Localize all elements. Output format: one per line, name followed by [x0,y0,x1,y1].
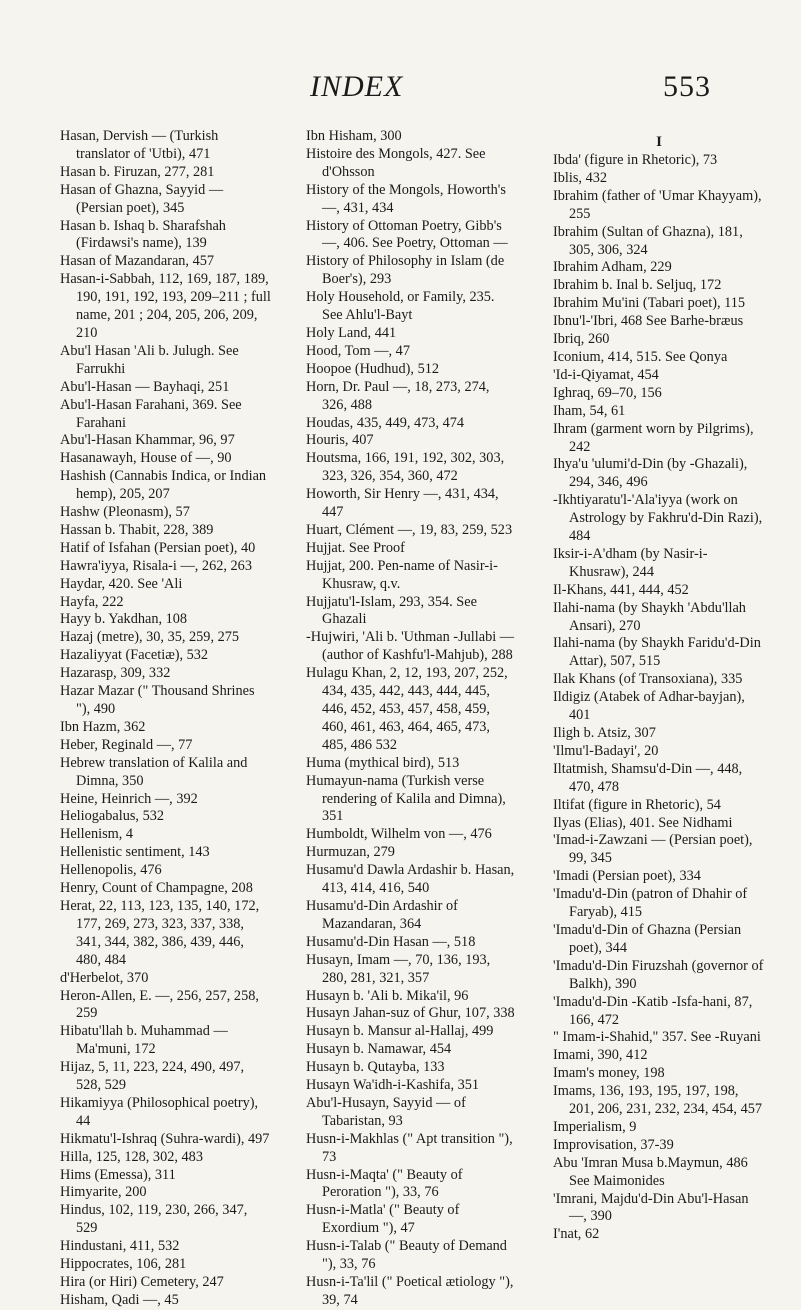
index-entry: Howorth, Sir Henry —, 431, 434, 447 [306,486,499,521]
index-entry: Husayn Jahan-suz of Ghur, 107, 338 [306,1005,515,1022]
index-entry: Husamu'd Dawla Ardashir b. Hasan, 413, 414, 416, 540 [306,862,515,897]
index-entry: History of the Mongols, Howorth's —, 431, 434 [306,181,506,216]
index-entry: Humboldt, Wilhelm von —, 476 [306,826,492,843]
index-entry: Ihya'u 'ulumi'd-Din (by -Ghazali), 294, 346, 496 [553,456,748,491]
index-entry: History of Philosophy in Islam (de Boer's), 293 [306,253,505,288]
index-entry: Hujjatu'l-Islam, 293, 354. See Ghazali [306,593,477,628]
index-entry: Himyarite, 200 [60,1184,147,1201]
index-entry: Horn, Dr. Paul —, 18, 273, 274, 326, 488 [306,378,490,413]
index-entry: History of Ottoman Poetry, Gibb's —, 406. See Poetry, Ottoman — [306,217,508,252]
index-entry: Houris, 407 [306,432,374,449]
index-entry: Hikmatu'l-Ishraq (Suhra-wardi), 497 [60,1130,270,1147]
index-entry: Hurmuzan, 279 [306,844,395,861]
index-entry: Husamu'd-Din Ardashir of Mazandaran, 364 [306,897,458,932]
index-entry: Hasan of Mazandaran, 457 [60,253,215,270]
index-entry: Hebrew translation of Kalila and Dimna, 350 [60,754,248,789]
page-number: 553 [663,70,711,103]
index-entry: Hasanawayh, House of —, 90 [60,450,232,467]
index-entry: Iblis, 432 [553,169,608,186]
index-entry: Huart, Clément —, 19, 83, 259, 523 [306,521,513,538]
index-column-right [553,128,765,1244]
index-entry: Ildigiz (Atabek of Adhar-bayjan), 401 [553,689,745,724]
index-entry: Iconium, 414, 515. See Qonya [553,348,728,365]
index-entry: Hujjat, 200. Pen-name of Nasir-i-Khusraw, q.v. [306,557,498,592]
index-entry: Hayfa, 222 [60,593,124,610]
index-entry: Holy Land, 441 [306,324,397,341]
index-entry: Hujjat. See Proof [306,539,405,556]
index-entry: Hippocrates, 106, 281 [60,1256,187,1273]
index-entry: Humayun-nama (Turkish verse rendering of Kalila and Dimna), 351 [306,772,506,825]
index-entry: Hindus, 102, 119, 230, 266, 347, 529 [60,1202,248,1237]
index-entry: Ilahi-nama (by Shaykh 'Abdu'llah Ansari), 270 [553,599,746,634]
index-entry: Imami, 390, 412 [553,1047,648,1064]
index-entry: Hijaz, 5, 11, 223, 224, 490, 497, 528, 529 [60,1059,245,1094]
index-entry: Heron-Allen, E. —, 256, 257, 258, 259 [60,987,259,1022]
index-column-left [60,128,272,1310]
index-entry: Henry, Count of Champagne, 208 [60,880,253,897]
index-entry: Husayn Wa'idh-i-Kashifa, 351 [306,1077,480,1094]
index-entry: Il-Khans, 441, 444, 452 [553,581,689,598]
index-entry: Hasan b. Ishaq b. Sharafshah (Firdawsi's name), 139 [60,217,226,252]
index-entry: Hulagu Khan, 2, 12, 193, 207, 252, 434, 435, 442, 443, 444, 445, 446, 452, 453, 457, 458, 459, 460, 461, 463, 464, 465, 473, 485, 486 532 [306,665,508,753]
index-entry: Iltifat (figure in Rhetoric), 54 [553,796,721,813]
index-entry: 'Imadu'd-Din of Ghazna (Persian poet), 344 [553,921,742,956]
index-entry: Hazaliyyat (Facetiæ), 532 [60,647,209,664]
index-entry: Husayn b. Mansur al-Hallaj, 499 [306,1023,494,1040]
index-entry: Hasan, Dervish — (Turkish translator of 'Utbi), 471 [60,128,219,162]
index-entry: Ibrahim (father of 'Umar Khayyam), 255 [553,187,762,222]
index-entry: Hatif of Isfahan (Persian poet), 40 [60,539,256,556]
index-entry: I'nat, 62 [553,1226,600,1243]
index-entry: 'Imad-i-Zawzani — (Persian poet), 99, 345 [553,832,753,867]
index-entry: Husn-i-Talab (" Beauty of Demand "), 33, 76 [306,1238,507,1273]
index-entry: 'Ilmu'l-Badayi', 20 [553,742,659,759]
index-entry: Husayn b. Namawar, 454 [306,1041,452,1058]
index-entry: Iligh b. Atsiz, 307 [553,725,656,741]
index-entry: -Hujwiri, 'Ali b. 'Uthman -Jullabi — (author of Kashfu'l-Mahjub), 288 [306,629,515,664]
index-entry: Hassan b. Thabit, 228, 389 [60,521,214,538]
index-entry: Iksir-i-A'dham (by Nasir-i-Khusraw), 244 [553,545,708,580]
index-entry: Iham, 54, 61 [553,402,626,419]
index-entry: Iltatmish, Shamsu'd-Din —, 448, 470, 478 [553,760,743,795]
index-entry: Huma (mythical bird), 513 [306,754,460,771]
index-entry: Abu'l-Hasan — Bayhaqi, 251 [60,378,230,395]
index-entry: Imams, 136, 193, 195, 197, 198, 201, 206, 231, 232, 234, 454, 457 [553,1083,763,1118]
index-entry: Hasan of Ghazna, Sayyid — (Persian poet), 345 [60,181,224,216]
index-entry: 'Imadu'd-Din (patron of Dhahir of Faryab), 415 [553,886,748,921]
index-entry: Histoire des Mongols, 427. See d'Ohsson [306,145,486,180]
index-entry: " Imam-i-Shahid," 357. See -Ruyani [553,1029,761,1046]
index-entry: Ibn Hisham, 300 [306,128,402,144]
index-entry: 'Imadu'd-Din Firuzshah (governor of Balkh), 390 [553,957,764,992]
index-entry: d'Herbelot, 370 [60,969,149,986]
index-entry: Husamu'd-Din Hasan —, 518 [306,933,476,950]
index-entry: Hazaj (metre), 30, 35, 259, 275 [60,629,240,646]
index-columns [60,128,764,1308]
running-head-title: INDEX [310,70,404,103]
index-entry: Herat, 22, 113, 123, 135, 140, 172, 177, 269, 273, 323, 337, 338, 341, 344, 382, 386, 439, 446, 480, 484 [60,897,260,968]
index-entry: Houtsma, 166, 191, 192, 302, 303, 323, 326, 354, 360, 472 [306,450,505,485]
index-entry: 'Id-i-Qiyamat, 454 [553,366,659,383]
index-entry: Hikamiyya (Philosophical poetry), 44 [60,1094,259,1129]
index-entry: Ibrahim Adham, 229 [553,259,672,276]
index-entry: Ibrahim (Sultan of Ghazna), 181, 305, 306, 324 [553,223,743,258]
index-entry: Husayn b. Qutayba, 133 [306,1059,445,1076]
index-entry: Abu'l-Hasan Farahani, 369. See Farahani [60,396,242,431]
index-entry: Hoopoe (Hudhud), 512 [306,360,440,377]
index-entry: Hilla, 125, 128, 302, 483 [60,1148,203,1165]
index-entry: Hazar Mazar (" Thousand Shrines "), 490 [60,683,255,717]
index-entry: Imperialism, 9 [553,1118,637,1135]
index-entry: Hisham, Qadi —, 45 [60,1291,179,1308]
index-entry: Houdas, 435, 449, 473, 474 [306,414,465,431]
index-entry: Ilyas (Elias), 401. See Nidhami [553,814,733,831]
index-entry: Hasan b. Firuzan, 277, 281 [60,163,215,180]
index-entry: Hibatu'llah b. Muhammad — Ma'muni, 172 [60,1023,228,1058]
index-entry: Hasan-i-Sabbah, 112, 169, 187, 189, 190, 191, 192, 193, 209–211 ; full name, 201 ; 204, 205, 206, 209, 210 [60,271,271,341]
index-entry: Ibrahim b. Inal b. Seljuq, 172 [553,277,722,294]
index-entry: Hayy b. Yakdhan, 108 [60,611,188,628]
index-column-middle [306,128,518,1310]
index-entry: Holy Household, or Family, 235. See Ahlu'l-Bayt [306,289,495,324]
index-entry: Heine, Heinrich —, 392 [60,790,198,807]
index-entry: Ibn Hazm, 362 [60,718,146,735]
index-entry: Ibriq, 260 [553,331,610,348]
index-entry: Husn-i-Maqta' (" Beauty of Peroration "), 33, 76 [306,1166,463,1201]
index-entry: Hawra'iyya, Risala-i —, 262, 263 [60,557,252,574]
index-entry: Ibnu'l-'Ibri, 468 See Barhe-bræus [553,313,744,330]
index-entry: Hindustani, 411, 532 [60,1238,180,1255]
index-entry: Hazarasp, 309, 332 [60,665,171,682]
index-entry: 'Imrani, Majdu'd-Din Abu'l-Hasan —, 390 [553,1190,749,1225]
index-entry: Abu'l-Husayn, Sayyid — of Tabaristan, 93 [306,1094,466,1129]
index-entry: Hellenopolis, 476 [60,862,162,879]
index-entry: Hims (Emessa), 311 [60,1166,176,1183]
index-entry: Haydar, 420. See 'Ali [60,575,183,592]
index-entry: Heber, Reginald —, 77 [60,736,193,753]
index-entry: Hellenistic sentiment, 143 [60,844,210,861]
index-entry: Ilahi-nama (by Shaykh Faridu'd-Din Attar), 507, 515 [553,635,761,670]
index-entry: Abu 'Imran Musa b.Maymun, 486 See Maimonides [553,1154,748,1189]
index-entry: Husayn b. 'Ali b. Mika'il, 96 [306,987,469,1004]
index-entry: Ilak Khans (of Transoxiana), 335 [553,671,743,688]
index-entry: Hashish (Cannabis Indica, or Indian hemp), 205, 207 [60,468,267,503]
index-entry: Hellenism, 4 [60,826,134,843]
index-entry: Abu'l-Hasan Khammar, 96, 97 [60,432,235,449]
index-entry: Abu'l Hasan 'Ali b. Julugh. See Farrukhi [60,342,239,377]
index-entry: Improvisation, 37-39 [553,1136,674,1153]
index-entry: Husayn, Imam —, 70, 136, 193, 280, 281, 321, 357 [306,951,491,986]
index-entry: Ighraq, 69–70, 156 [553,384,662,401]
index-entry: 'Imadu'd-Din -Katib -Isfa-hani, 87, 166, 472 [553,993,753,1028]
index-entry: 'Imadi (Persian poet), 334 [553,868,701,885]
index-entry: Ibrahim Mu'ini (Tabari poet), 115 [553,295,746,312]
index-entry: Hira (or Hiri) Cemetery, 247 [60,1274,224,1290]
index-entry: Hashw (Pleonasm), 57 [60,504,190,521]
index-entry: Husn-i-Ta'lil (" Poetical ætiology "), 39, 74 [306,1274,514,1308]
index-entry: Husn-i-Makhlas (" Apt transition "), 73 [306,1130,513,1165]
index-entry: Husn-i-Matla' (" Beauty of Exordium "), 47 [306,1202,460,1237]
index-entry: -Ikhtiyaratu'l-'Ala'iyya (work on Astrology by Fakhru'd-Din Razi), 484 [553,492,763,545]
index-entry: Ihram (garment worn by Pilgrims), 242 [553,420,754,455]
section-letter-heading: I [656,134,662,150]
index-entry: Ibda' (figure in Rhetoric), 73 [553,152,718,168]
index-entry: Hood, Tom —, 47 [306,342,410,359]
index-entry: Imam's money, 198 [553,1065,665,1082]
index-entry: Heliogabalus, 532 [60,808,165,825]
